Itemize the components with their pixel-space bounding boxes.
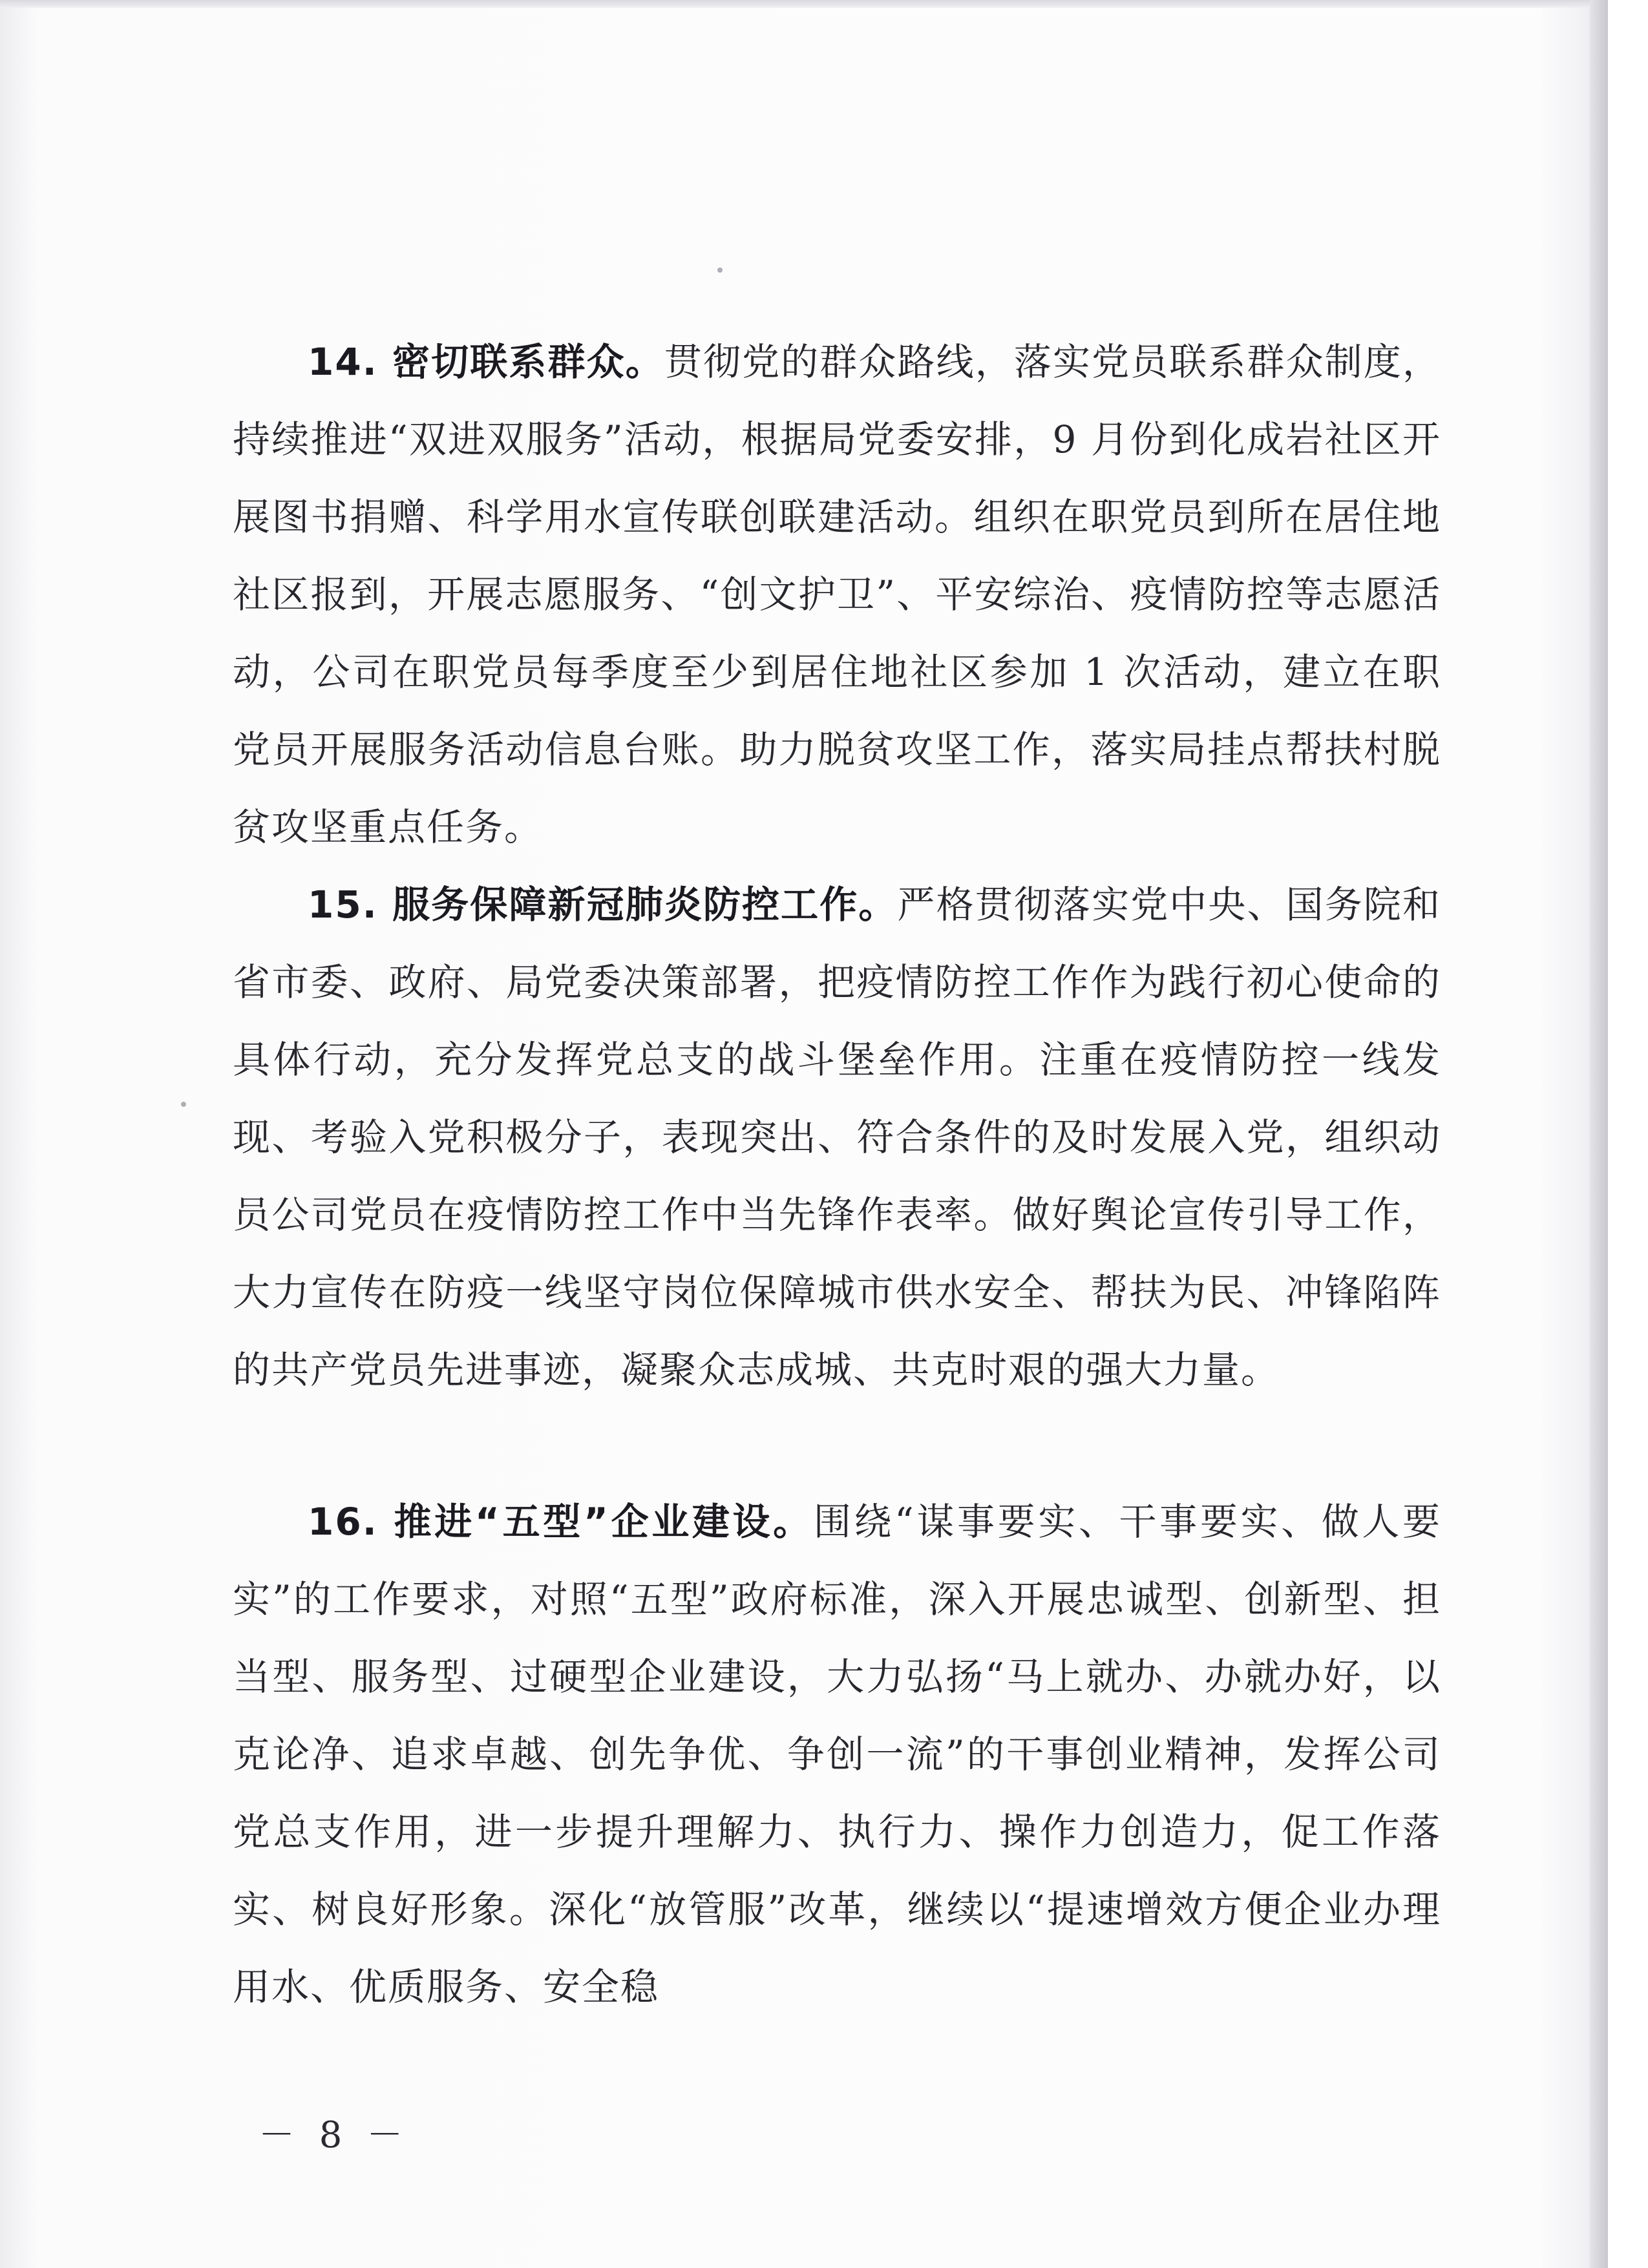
paragraph-14-heading: 14. 密切联系群众。 bbox=[308, 340, 664, 384]
paragraph-14 bbox=[233, 323, 1441, 866]
scan-speck bbox=[181, 1102, 186, 1107]
paragraph-14-body: 贯彻党的群众路线，落实党员联系群众制度，持续推进“双进双服务”活动，根据局党委安排，9 月份到化成岩社区开展图书捐赠、科学用水宣传联创联建活动。组织在职党员到所在居住地社区报到，开展志愿服务、“创文护卫”、平安综治、疫情防控等志愿活动，公司在职党员每季度至少到居住地社区参加 1 次活动，建立在职党员开展服务活动信息台账。助力脱贫攻坚工作，落实局挂点帮扶村脱贫攻坚重点任务。 bbox=[233, 340, 1441, 849]
page-top-edge bbox=[0, 0, 1590, 8]
paragraph-15-heading: 15. 服务保障新冠肺炎防控工作。 bbox=[308, 883, 898, 927]
scan-speck bbox=[717, 268, 723, 273]
page-right-edge bbox=[1590, 0, 1608, 2268]
page-number: － 8 － bbox=[259, 2114, 410, 2156]
paragraph-15 bbox=[233, 866, 1441, 1409]
paragraph-16-body: 围绕“谋事要实、干事要实、做人要实”的工作要求，对照“五型”政府标准，深入开展忠诚型、创新型、担当型、服务型、过硬型企业建设，大力弘扬“马上就办、办就办好，以克论净、追求卓越、创先争优、争创一流”的干事创业精神，发挥公司党总支作用，进一步提升理解力、执行力、操作力创造力，促工作落实、树良好形象。深化“放管服”改革，继续以“提速增效方便企业办理用水、优质服务、安全稳 bbox=[233, 1500, 1441, 2009]
paragraph-16 bbox=[233, 1483, 1441, 2026]
paragraph-16-heading: 16. 推进“五型”企业建设。 bbox=[308, 1500, 814, 1544]
paragraph-15-body: 严格贯彻落实党中央、国务院和省市委、政府、局党委决策部署，把疫情防控工作作为践行初心使命的具体行动，充分发挥党总支的战斗堡垒作用。注重在疫情防控一线发现、考验入党积极分子，表现突出、符合条件的及时发展入党，组织动员公司党员在疫情防控工作中当先锋作表率。做好舆论宣传引导工作，大力宣传在防疫一线坚守岗位保障城市供水安全、帮扶为民、冲锋陷阵的共产党员先进事迹，凝聚众志成城、共克时艰的强大力量。 bbox=[233, 883, 1441, 1392]
